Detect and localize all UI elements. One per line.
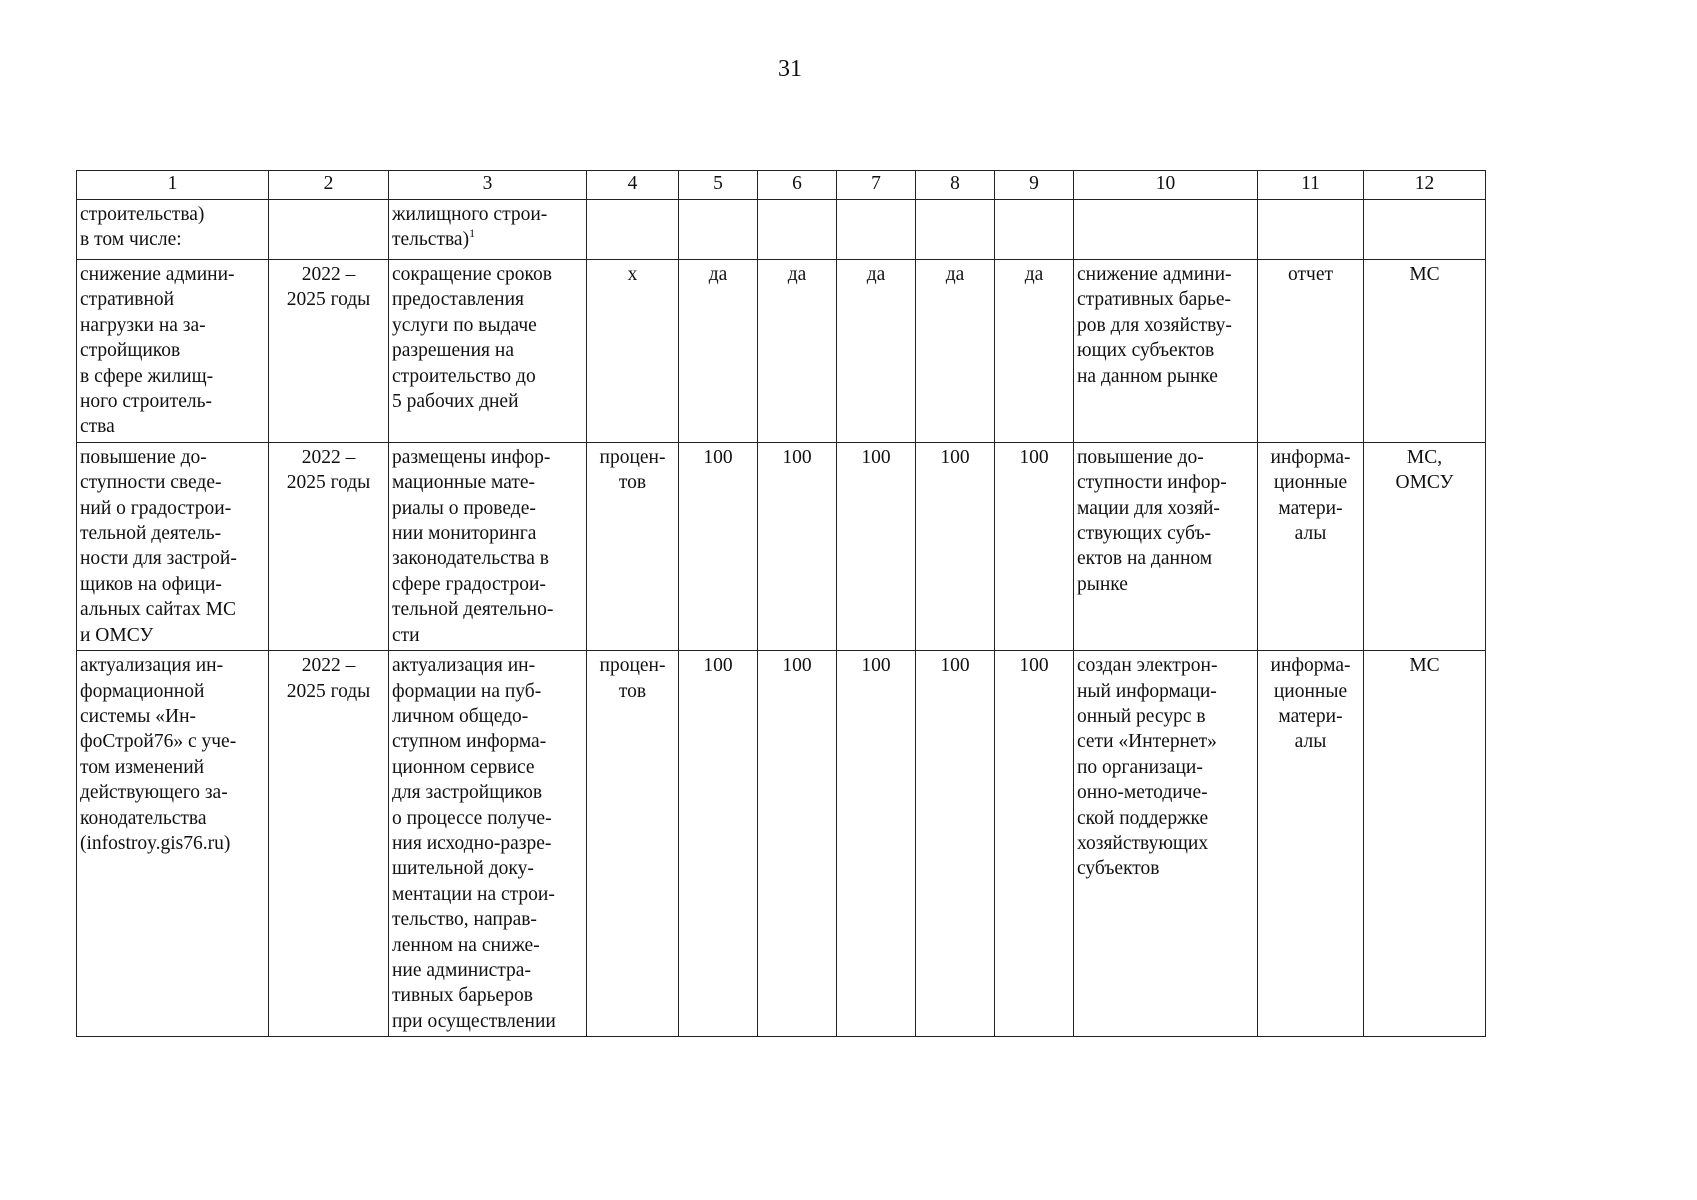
cell-period: 2022 – 2025 годы: [269, 442, 389, 650]
cell-value: да: [837, 260, 916, 443]
cell-activity: строительства) в том числе:: [77, 200, 269, 260]
cell-value: 100: [758, 442, 837, 650]
cell-result: сокращение сроков предоставления услуги по выдаче разрешения на строительство до 5 рабочих дней: [389, 260, 587, 443]
cell-empty: [837, 200, 916, 260]
cell-empty: [269, 200, 389, 260]
header-cell: 7: [837, 171, 916, 200]
cell-empty: [1258, 200, 1364, 260]
header-cell: 9: [995, 171, 1074, 200]
header-cell: 11: [1258, 171, 1364, 200]
cell-responsible: МС: [1364, 651, 1486, 1037]
cell-empty: [758, 200, 837, 260]
cell-value: 100: [995, 651, 1074, 1037]
cell-empty: [679, 200, 758, 260]
cell-activity: актуализация ин- формационной системы «Ин- фоСтрой76» с уче- том изменений действующего за- конодательства (infostroy.gis76.ru): [77, 651, 269, 1037]
cell-unit: процен- тов: [587, 442, 679, 650]
cell-empty: [1364, 200, 1486, 260]
cell-activity: снижение админи- стративной нагрузки на за- стройщиков в сфере жилищ- ного строитель- ства: [77, 260, 269, 443]
cell-document: отчет: [1258, 260, 1364, 443]
cell-empty: [916, 200, 995, 260]
header-cell: 2: [269, 171, 389, 200]
continuation-row: [77, 200, 1486, 260]
table-row: [77, 260, 1486, 443]
cell-result: размещены инфор- мационные мате- риалы о проведе- нии мониторинга законодательства в сфере градострои- тельной деятельно- сти: [389, 442, 587, 650]
cell-unit: х: [587, 260, 679, 443]
footnote-marker: 1: [469, 226, 476, 241]
cell-value: 100: [837, 442, 916, 650]
cell-value: 100: [916, 442, 995, 650]
cell-result: актуализация ин- формации на пуб- личном общедо- ступном информа- ционном сервисе для застройщиков о процессе получе- ния исходно-разре- шительной доку- ментации на строи- тельство, направ- ленном на сниже- ние администра- тивных барьеров при осуществлении: [389, 651, 587, 1037]
cell-empty: [1074, 200, 1258, 260]
header-cell: 6: [758, 171, 837, 200]
cell-value: да: [679, 260, 758, 443]
header-cell: 1: [77, 171, 269, 200]
cell-result-text: жилищного строи- тельства): [392, 204, 548, 251]
cell-value: да: [758, 260, 837, 443]
cell-value: 100: [679, 651, 758, 1037]
header-cell: 8: [916, 171, 995, 200]
cell-value: 100: [758, 651, 837, 1037]
cell-document: информа- ционные матери- алы: [1258, 442, 1364, 650]
header-row: [77, 171, 1486, 200]
header-cell: 10: [1074, 171, 1258, 200]
cell-value: да: [995, 260, 1074, 443]
cell-effect: снижение админи- стративных барье- ров для хозяйству- ющих субъектов на данном рынке: [1074, 260, 1258, 443]
cell-responsible: МС, ОМСУ: [1364, 442, 1486, 650]
cell-value: 100: [837, 651, 916, 1037]
header-cell: 5: [679, 171, 758, 200]
table-row: [77, 651, 1486, 1037]
cell-value: да: [916, 260, 995, 443]
header-cell: 12: [1364, 171, 1486, 200]
cell-value: 100: [679, 442, 758, 650]
cell-responsible: МС: [1364, 260, 1486, 443]
cell-empty: [995, 200, 1074, 260]
cell-result: [389, 200, 587, 260]
cell-value: 100: [995, 442, 1074, 650]
cell-effect: создан электрон- ный информаци- онный ресурс в сети «Интернет» по организаци- онно-методиче- ской поддержке хозяйствующих субъектов: [1074, 651, 1258, 1037]
cell-period: 2022 – 2025 годы: [269, 651, 389, 1037]
plan-table: [76, 170, 1486, 1037]
page-number: 31: [778, 56, 802, 82]
header-cell: 3: [389, 171, 587, 200]
cell-effect: повышение до- ступности инфор- мации для хозяй- ствующих субъ- ектов на данном рынке: [1074, 442, 1258, 650]
cell-period: 2022 – 2025 годы: [269, 260, 389, 443]
cell-activity: повышение до- ступности сведе- ний о градострои- тельной деятель- ности для застрой- щиков на офици- альных сайтах МС и ОМСУ: [77, 442, 269, 650]
cell-document: информа- ционные матери- алы: [1258, 651, 1364, 1037]
cell-value: 100: [916, 651, 995, 1037]
cell-unit: процен- тов: [587, 651, 679, 1037]
header-cell: 4: [587, 171, 679, 200]
cell-empty: [587, 200, 679, 260]
table-row: [77, 442, 1486, 650]
